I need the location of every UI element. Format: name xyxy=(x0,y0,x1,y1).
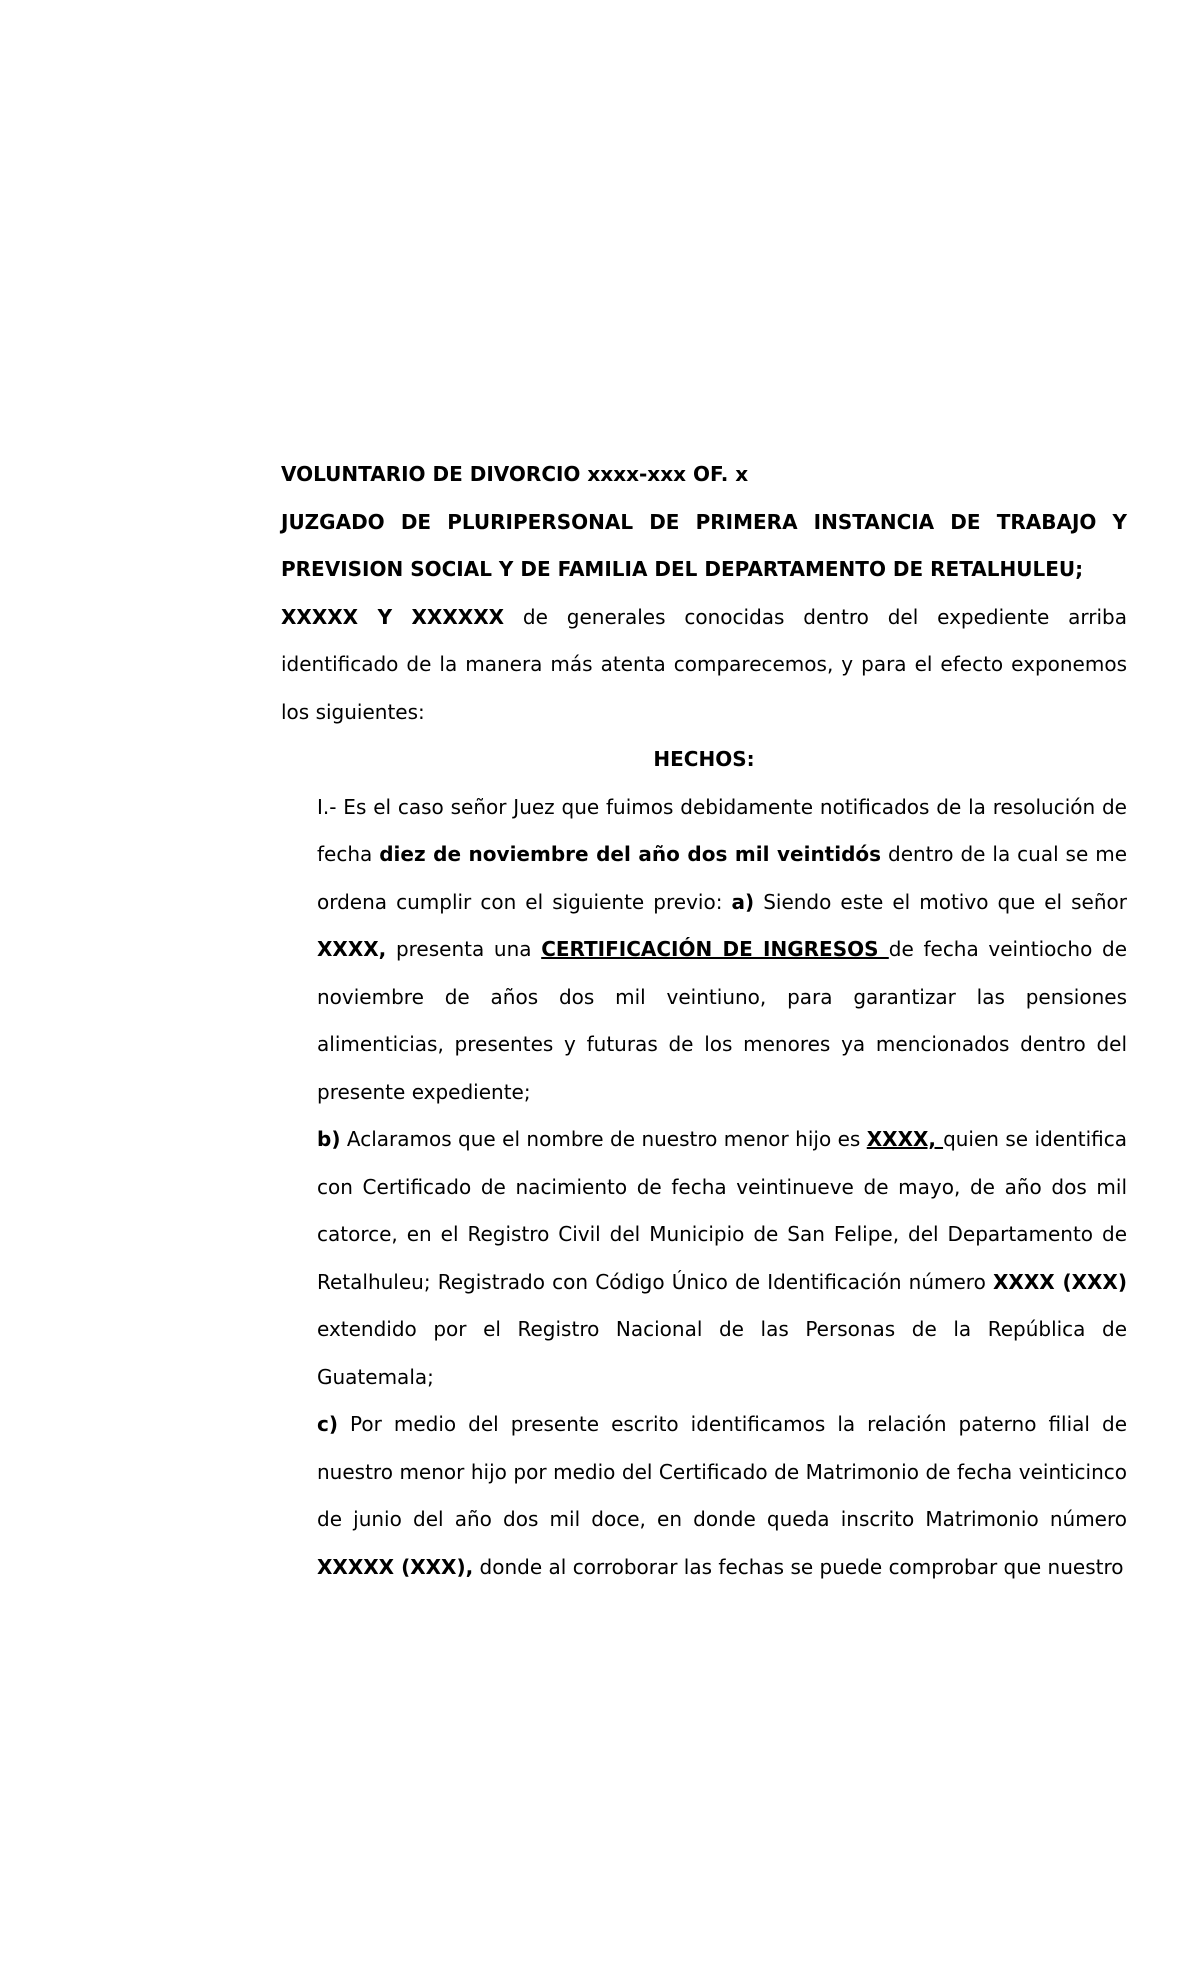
fact-1-paragraph xyxy=(317,784,1127,1117)
fact-1-text-4: presenta una xyxy=(386,937,542,961)
fact-1-text-5: de fecha veintiocho de noviembre de años dos mil veintiuno, para garantizar las pensiones alimenticias, presentes y futuras de los menores ya mencionados dentro del presente expediente; xyxy=(317,937,1127,1104)
cui-number: XXXX (XXX) xyxy=(993,1269,1127,1294)
item-b-label: b) xyxy=(317,1127,341,1151)
fact-1-text-2: dentro de la cual se me ordena cumplir con el siguiente previo: xyxy=(317,842,1128,914)
parties-names: XXXXX Y XXXXXX xyxy=(281,604,505,629)
fact-b-text-1: Aclaramos que el nombre de nuestro menor hijo es xyxy=(340,1127,867,1151)
marriage-number: XXXXX (XXX), xyxy=(317,1554,474,1579)
father-name: XXXX, xyxy=(317,937,387,961)
intro-paragraph xyxy=(281,594,1127,737)
facts-block xyxy=(317,784,1127,1592)
fact-b-paragraph xyxy=(317,1116,1127,1401)
fact-c-text-1: Por medio del presente escrito identificamos la relación paterno filial de nuestro menor hijo por medio del Certificado de Matrimonio de fecha veinticinco de junio del año dos mil doce, en donde queda inscrito Matrimonio número xyxy=(317,1412,1127,1531)
fact-b-text-3: extendido por el Registro Nacional de las Personas de la República de Guatemala; xyxy=(317,1317,1127,1389)
section-title-hechos: HECHOS: xyxy=(653,747,755,771)
fact-c-paragraph xyxy=(317,1401,1127,1591)
intro-text: de generales conocidas dentro del expediente arriba identificado de la manera más atenta comparecemos, y para el efecto exponemos los siguientes: xyxy=(281,604,1128,724)
item-a-label: a) xyxy=(731,889,755,914)
court-name-line-1: JUZGADO DE PLURIPERSONAL DE PRIMERA INSTANCIA DE TRABAJO Y xyxy=(281,509,1127,534)
child-name: XXXX, xyxy=(866,1127,944,1151)
fact-b-text-2: quien se identifica con Certificado de nacimiento de fecha veintinueve de mayo, de año dos mil catorce, en el Registro Civil del Municipio de San Felipe, del Departamento de Retalhuleu; Registrado con Código Único de Identificación número xyxy=(317,1127,1128,1294)
document-body xyxy=(281,451,1127,1591)
income-certification: CERTIFICACIÓN DE INGRESOS xyxy=(541,937,889,961)
case-title: VOLUNTARIO DE DIVORCIO xxxx-xxx OF. x xyxy=(281,462,749,486)
item-c-label: c) xyxy=(317,1412,338,1436)
court-name-line-2: PREVISION SOCIAL Y DE FAMILIA DEL DEPARTAMENTO DE RETALHULEU; xyxy=(281,557,1084,581)
resolution-date: diez de noviembre del año dos mil veintidós xyxy=(379,842,882,866)
fact-1-text-1: I.- Es el caso señor Juez que fuimos debidamente notificados de la resolución de fecha xyxy=(317,794,1127,866)
fact-c-text-2: donde al corroborar las fechas se puede comprobar que nuestro xyxy=(473,1554,1124,1579)
fact-1-text-3: Siendo este el motivo que el señor xyxy=(754,889,1127,914)
